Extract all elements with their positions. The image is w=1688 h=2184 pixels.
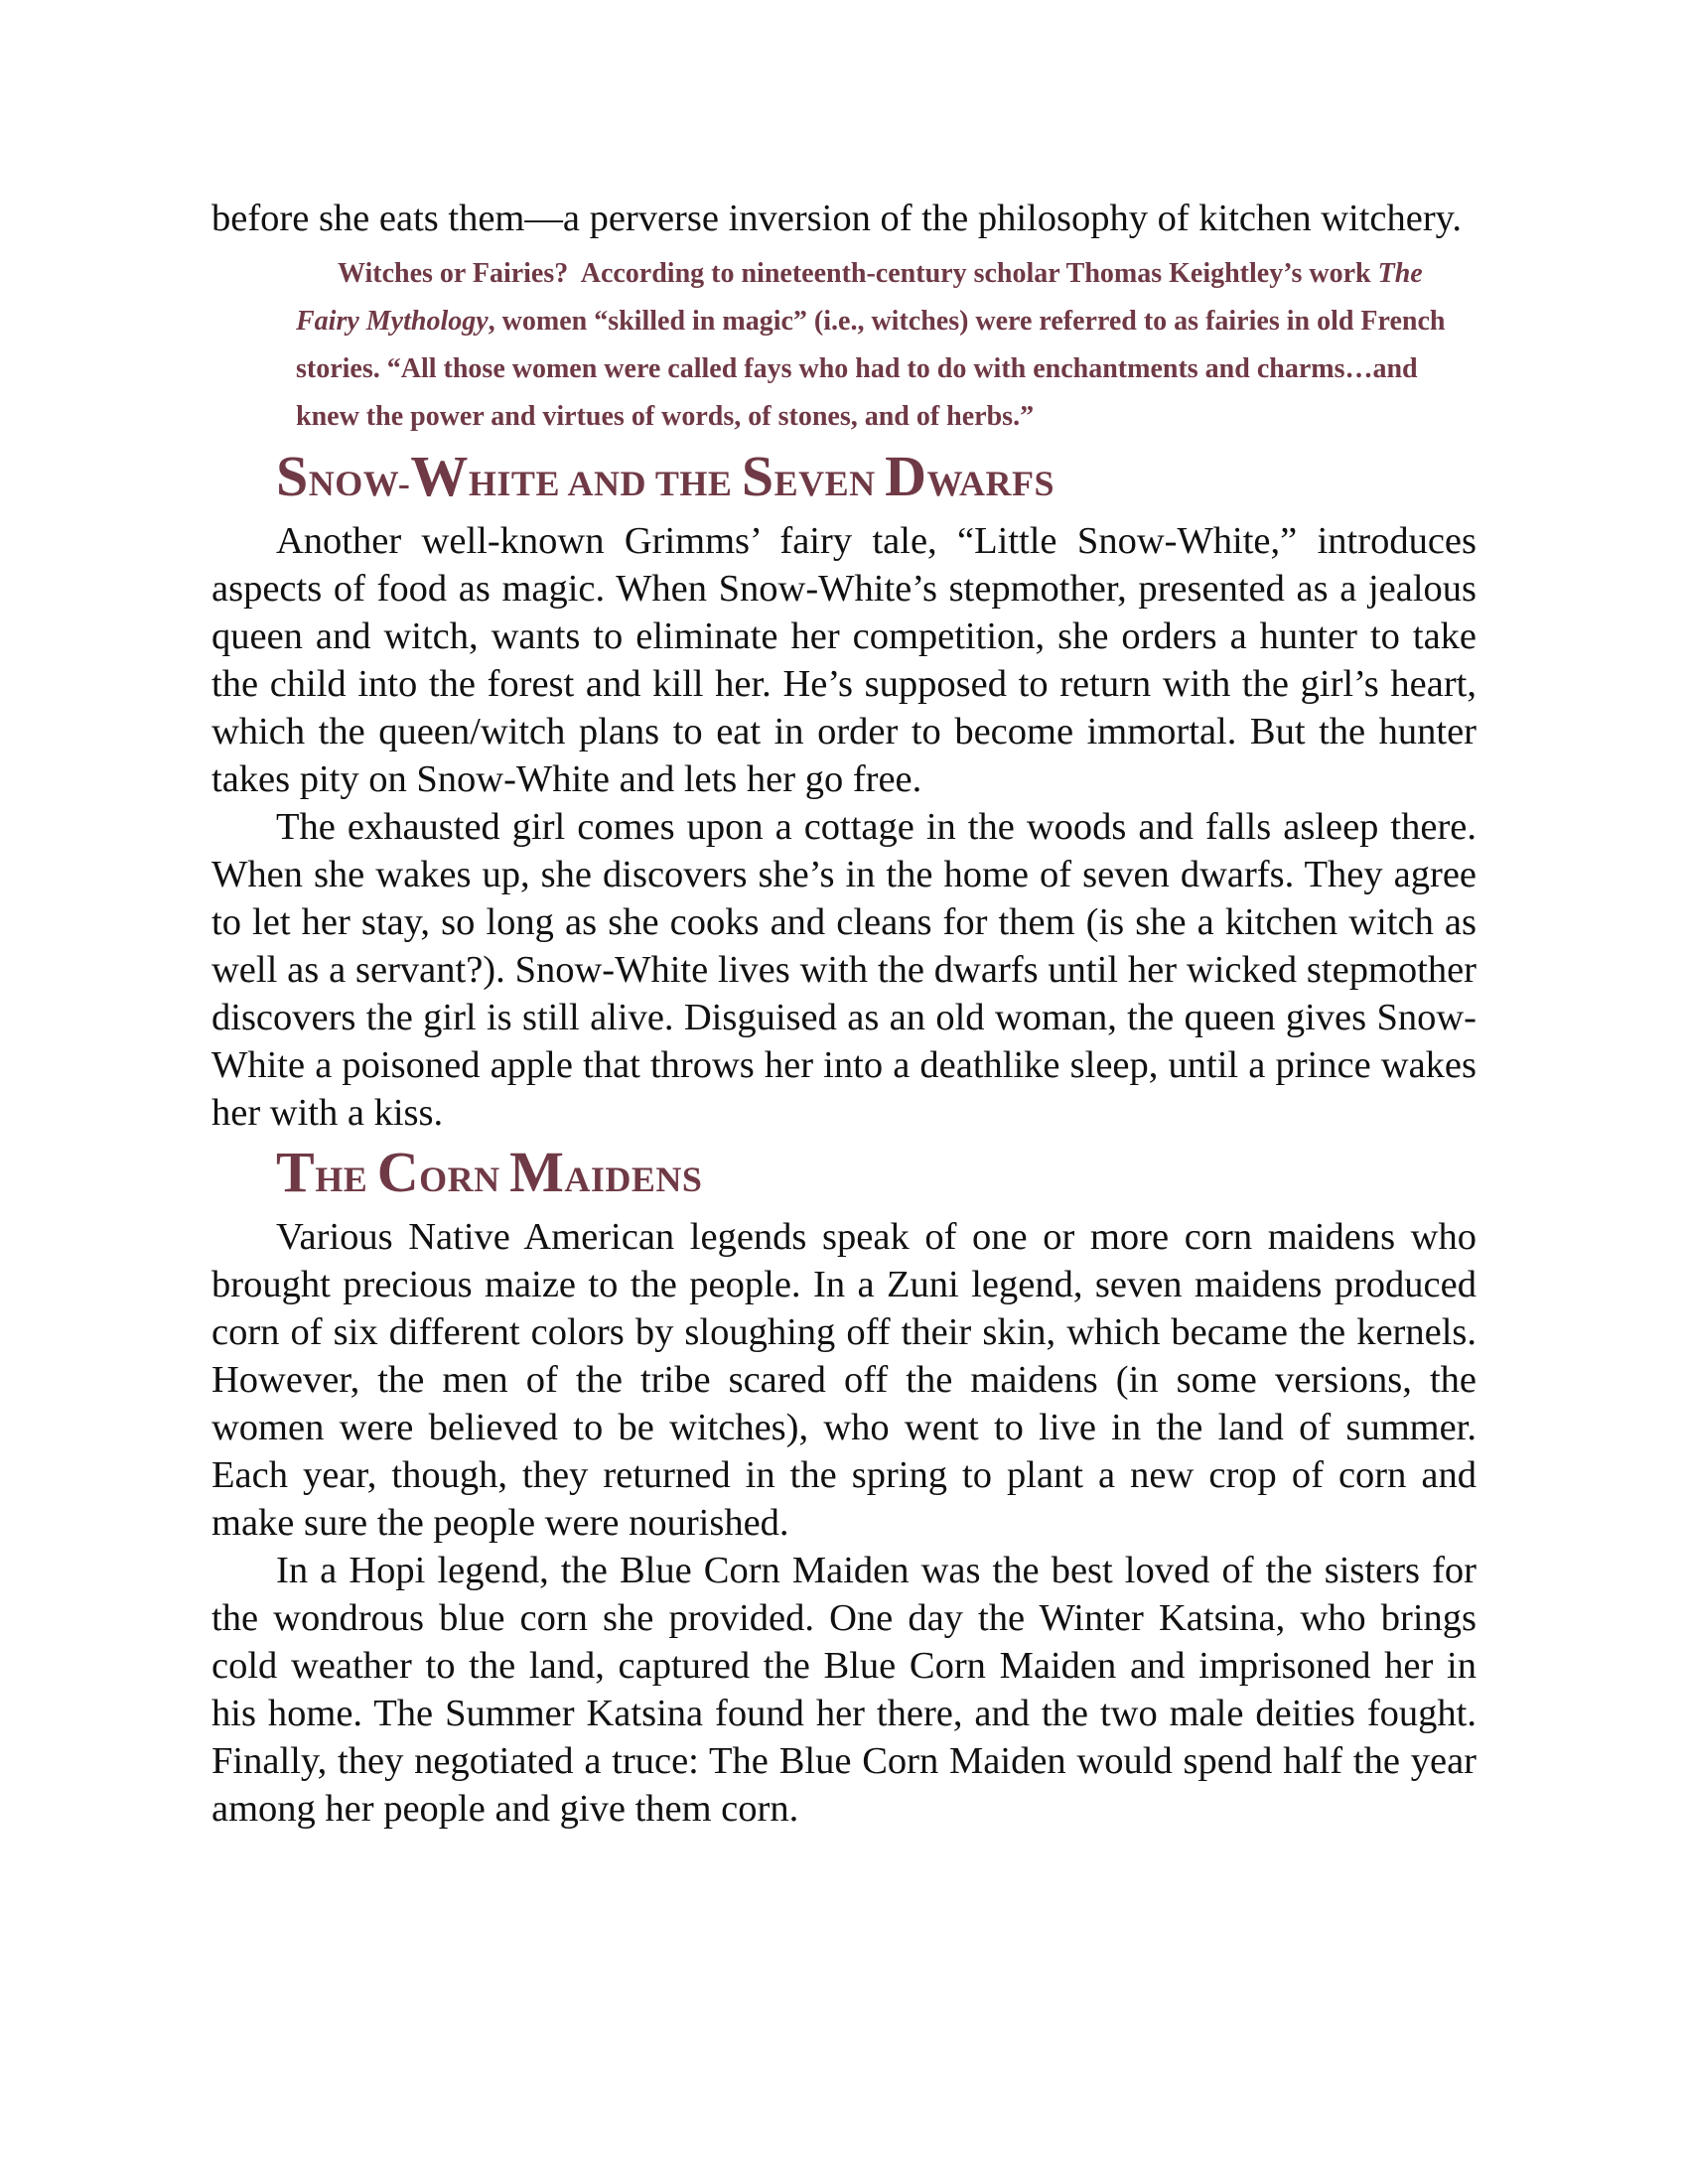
body-paragraph: In a Hopi legend, the Blue Corn Maiden was the best loved of the sisters for the wondrous blue corn she provided. One day the Winter Katsina, who brings cold weather to the land, captured the Blue Corn Maiden and imprisoned her in his home. The Summer Katsina found her there, and the two male deities fought. Finally, they negotiated a truce: The Blue Corn Maiden would spend half the year among her people and give them corn. — [211, 1550, 1477, 1830]
body-paragraph: The exhausted girl comes upon a cottage in the woods and falls asleep there. When she wakes up, she discovers she’s in the home of seven dwarfs. They agree to let her stay, so long as she cooks and cleans for them (is she a kitchen witch as well as a servant?). Snow-White lives with the dwarfs until her wicked stepmother discovers the girl is still alive. Disguised as an old woman, the queen gives Snow-White a poisoned apple that throws her into a deathlike sleep, until a prince wakes her with a kiss. — [211, 806, 1477, 1134]
page-content — [211, 195, 1477, 1833]
section-heading-snow-white: SNOW-WHITE AND THE SEVEN DWARFS — [276, 444, 1055, 508]
sidebar-text: According to nineteenth-century scholar Thomas Keightley’s work — [580, 258, 1378, 289]
body-paragraph: Various Native American legends speak of one or more corn maidens who brought precious maize to the people. In a Zuni legend, seven maidens produced corn of six different colors by sloughing off their skin, which became the kernels. However, the men of the tribe scared off the maidens (in some versions, the women were believed to be witches), who went to live in the land of summer. Each year, though, they returned in the spring to plant a new crop of corn and make sure the people were nourished. — [211, 1216, 1477, 1544]
body-paragraph: before she eats them—a perverse inversion of the philosophy of kitchen witchery. — [211, 198, 1463, 239]
sidebar-title: Witches or Fairies? — [338, 258, 569, 289]
body-paragraph: Another well-known Grimms’ fairy tale, “Little Snow-White,” introduces aspects of food as magic. When Snow-White’s stepmother, presented as a jealous queen and witch, wants to eliminate her competition, she orders a hunter to take the child into the forest and kill her. He’s supposed to return with the girl’s heart, which the queen/witch plans to eat in order to become immortal. But the hunter takes pity on Snow-White and lets her go free. — [211, 520, 1477, 800]
section-heading-corn-maidens: THE CORN MAIDENS — [276, 1140, 703, 1204]
sidebar-book-title: The Fairy Mythology — [296, 258, 1423, 337]
sidebar-note — [296, 250, 1477, 441]
sidebar-text-continued: , women “skilled in magic” (i.e., witches) were referred to as fairies in old French stories. “All those women were called fays who had to do with enchantments and charms…and knew the power and virtues of words, of stones, and of herbs.” — [296, 306, 1446, 432]
